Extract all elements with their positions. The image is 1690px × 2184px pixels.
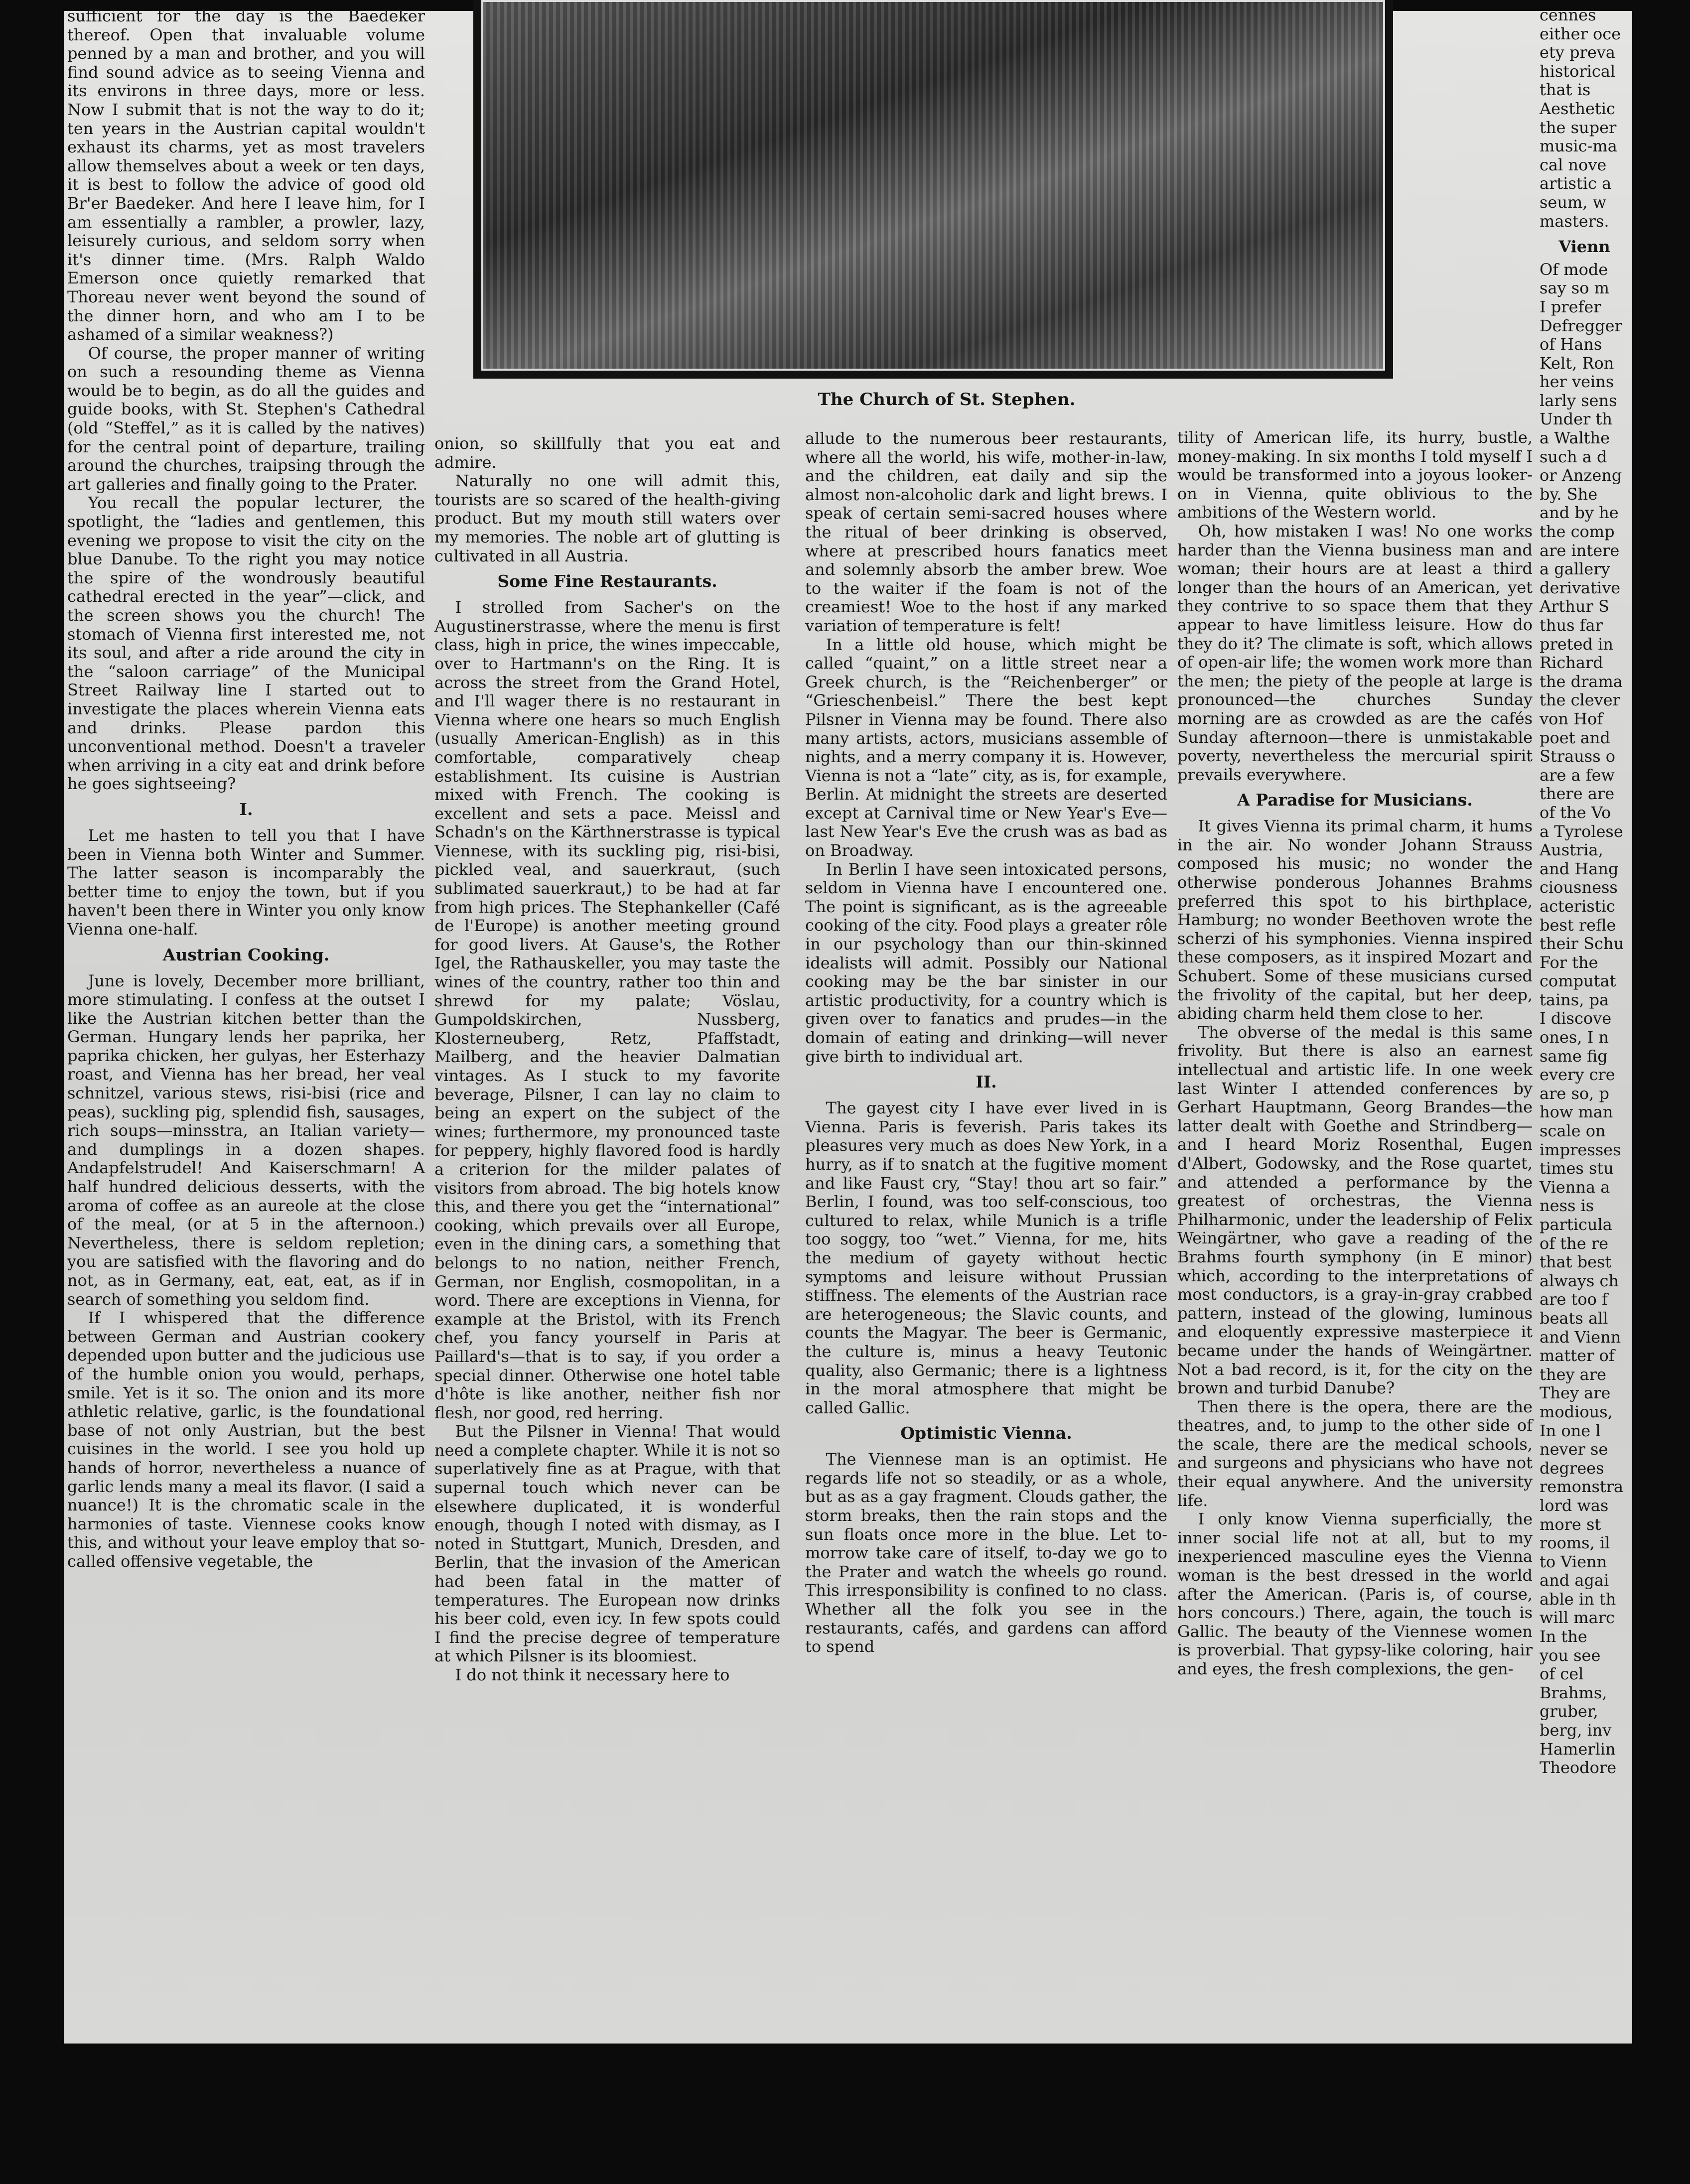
paragraph: sufficient for the day is the Baedeker thereof. Open that invaluable volume penned by a man and brother, and you will find sound advice as to seeing Vienna and its environs in three days, more or less. Now I submit that is not the way to do it; ten years in the Austrian capital wouldn't exhaust its charms, yet as most travelers allow themselves about a week or ten days, it is best to follow the advice of good old Br'er Baedeker. And here I leave him, for I am essentially a rambler, a prowler, lazy, leisurely curious, and seldom sorry when it's dinner time. (Mrs. Ralph Waldo Emerson once quietly remarked that Thoreau never went beyond the sound of the dinner horn, and who am I to be ashamed of a similar weakness?) (67, 6, 425, 344)
paragraph: The Viennese man is an optimist. He regards life not so steadily, or as a whole, but as as a gay fragment. Clouds gather, the storm breaks, then the rain stops and the sun floats once more in the blue. Let to-morrow take care of itself, to-day we go to the Prater and watch the wheels go round. This irresponsibility is confined to no class. Whether all the folk you see in the restaurants, cafés, and gardens can afford to spend (805, 1450, 1167, 1656)
text-line: every cre (1540, 1065, 1615, 1085)
text-line: matter of (1540, 1346, 1615, 1365)
text-line: their Schu (1540, 934, 1624, 954)
text-line: Theodore (1540, 1758, 1617, 1777)
paragraph: In a little old house, which might be called “quaint,” on a little street near a Greek church, is the “Reichenberger” or “Grieschenbeisl.” There the best kept Pilsner in Vienna may be found. There also many artists, actors, musicians assemble of nights, and a merry company it is. However, Vienna is not a “late” city, as is, for example, Berlin. At midnight the streets are deserted except at Carnival time or New Year's Eve—last New Year's Eve the crush was as bad as on Broadway. (805, 635, 1167, 860)
text-line: Brahms, (1540, 1683, 1607, 1702)
text-line: I prefer (1540, 297, 1601, 316)
text-line: the super (1540, 118, 1617, 137)
text-line: ety preva (1540, 43, 1615, 62)
text-line: you see (1540, 1645, 1601, 1665)
text-line: of Hans (1540, 335, 1602, 354)
text-line: times stu (1540, 1159, 1614, 1178)
paragraph: Oh, how mistaken I was! No one works harder than the Vienna business man and woman; their hours are at least a third longer than the hours of an American, yet they contrive to so space them that they appear to have limitless leisure. How do they do it? The climate is soft, which allows of open-air life; the women work more than the men; the piety of the people at large is pronounced—the churches Sunday morning are as crowded as are the cafés Sunday afternoon—there is unmistakable poverty, nevertheless the mercurial spirit prevails everywhere. (1177, 521, 1533, 784)
paragraph: The obverse of the medal is this same frivolity. But there is also an earnest intellectual and artistic life. In one week last Winter I attended conferences by Gerhart Hauptmann, Georg Brandes—the latter dealt with Goethe and Strindberg—and I heard Moriz Rosenthal, Eugen d'Albert, Godowsky, and the Rose quartet, and attended a performance by the greatest of orchestras, the Vienna Philharmonic, under the leadership of Felix Weingärtner, who gave a reading of the Brahms fourth symphony (in E minor) which, according to the interpretations of most conductors, is a gray-in-gray crabbed pattern, instead of the glowing, luminous and eloquently expressive masterpiece it became under the hands of Weingärtner. Not a bad record, is it, for the city on the brown and turbid Danube? (1177, 1022, 1533, 1398)
text-line: of cel (1540, 1664, 1584, 1684)
text-line: poet and (1540, 728, 1610, 747)
photo-caption: The Church of St. Stephen. (818, 390, 1076, 410)
paragraph: You recall the popular lecturer, the spotlight, the “ladies and gentlemen, this evening we propose to visit the city on the blue Danube. To the right you may notice the spire of the wondrously beautiful cathedral erected in the year”—click, and the screen shows you the church! The stomach of Vienna first interested me, not its soul, and after a ride around the city in the “saloon carriage” of the Municipal Street Railway line I started out to investigate the places wherein Vienna eats and drinks. Please pardon this unconventional method. Doesn't a traveler when arriving in a city eat and drink before he goes sightseeing? (67, 493, 425, 794)
section-heading: A Paradise for Musicians. (1237, 790, 1473, 810)
text-line: ones, I n (1540, 1028, 1609, 1047)
text-line: Austria, (1540, 840, 1603, 860)
text-line: and Vienn (1540, 1327, 1621, 1347)
text-line: derivative (1540, 578, 1621, 597)
text-line: degrees (1540, 1458, 1604, 1478)
text-line: either oce (1540, 24, 1621, 43)
text-line: are a few (1540, 765, 1615, 785)
text-line: Strauss o (1540, 747, 1616, 766)
text-line: Under th (1540, 410, 1612, 429)
paragraph: allude to the numerous beer restaurants, where all the world, his wife, mother-in-law, and the children, eat daily and sip the almost non-alcoholic dark and light brews. I speak of certain semi-sacred houses where the ritual of beer drinking is observed, where at prescribed hours fanatics meet and solemnly absorb the amber brew. Woe to the waiter if the foam is not of the creamiest! Woe to the host if any marked variation of temperature is felt! (805, 429, 1167, 635)
paragraph: But the Pilsner in Vienna! That would need a complete chapter. While it is not so superlatively fine as at Prague, with that supernal touch which never can be elsewhere duplicated, it is wonderful enough, though I noted with dismay, as I noted in Stuttgart, Munich, Dresden, and Berlin, that the invasion of the American had been fatal in the matter of temperatures. The European now drinks his beer cold, even icy. In few spots could I find the precise degree of temperature at which Pilsner is its bloomiest. (434, 1422, 780, 1666)
section-heading: II. (976, 1072, 997, 1092)
text-line: and Hang (1540, 859, 1619, 878)
text-line: artistic a (1540, 174, 1612, 193)
text-line: berg, inv (1540, 1721, 1612, 1740)
paragraph: It gives Vienna its primal charm, it hums in the air. No wonder Johann Strauss composed his music; no wonder the otherwise ponderous Johannes Brahms preferred this spot to his birthplace, Hamburg; no wonder Beethoven wrote the scherzi of his symphonies. Vienna inspired these composers, as it inspired Mozart and Schubert. Some of these musicians cursed the frivolity of the capital, but her deep, abiding charm held them close to her. (1177, 817, 1533, 1023)
paragraph: If I whispered that the difference between German and Austrian cookery depended upon butter and the judicious use of the humble onion you would, perhaps, smile. Yet is it so. The onion and its more athletic relative, garlic, is the foundational base of not only Austrian, but the best cuisines in the world. I see you hold up hands of horror, nevertheless a nuance of garlic lends many a meal its flavor. (I said a nuance!) It is the chromatic scale in the harmonies of taste. Viennese cooks know this, and without your leave employ that so-called offensive vegetable, the (67, 1308, 425, 1571)
text-line: same fig (1540, 1046, 1608, 1066)
text-line: and agai (1540, 1571, 1609, 1590)
text-line: there are (1540, 784, 1615, 804)
text-line: or Anzeng (1540, 466, 1622, 485)
text-line: rooms, il (1540, 1533, 1610, 1553)
text-line: music-ma (1540, 136, 1617, 156)
text-line: that best (1540, 1252, 1612, 1272)
paragraph: Of course, the proper manner of writing on such a resounding theme as Vienna would be to begin, as do all the guides and guide books, with St. Stephen's Cathedral (old “Steffel,” as it is called by the natives) for the central point of departure, trailing around the churches, traipsing through the art galleries and finally going to the Prater. (67, 343, 425, 494)
text-line: particula (1540, 1215, 1612, 1234)
text-line: thus far (1540, 616, 1603, 635)
text-line: of the re (1540, 1233, 1609, 1253)
text-line: how man (1540, 1102, 1613, 1122)
text-line: Hamerlin (1540, 1739, 1616, 1759)
column-5-clipped (1540, 5, 1629, 1777)
column-3 (805, 429, 1167, 1730)
text-line: such a d (1540, 447, 1607, 466)
text-line: They are (1540, 1383, 1611, 1403)
text-line: computat (1540, 971, 1616, 991)
text-line: modious, (1540, 1402, 1613, 1421)
text-line: ciousness (1540, 878, 1618, 897)
text-line: will marc (1540, 1608, 1615, 1628)
text-line: the comp (1540, 522, 1615, 542)
text-line: and by he (1540, 503, 1619, 523)
paragraph: tility of American life, its hurry, bustle, money-making. In six months I told myself I would be transformed into a joyous looker-on in Vienna, quite oblivious to the ambitions of the Western world. (1177, 428, 1533, 522)
text-line: that is (1540, 80, 1591, 100)
paragraph: June is lovely, December more brilliant, more stimulating. I confess at the outset I like the Austrian kitchen better than the German. Hungary lends her paprika, her paprika chicken, her gulyas, her Esterhazy roast, and Vienna has her bread, her veal schnitzel, various stews, risi-bisi (rice and peas), suckling pig, splendid fish, sausages, rich soups—minsstra, an Italian variety—and dumplings in a dozen shapes. Andapfelstrudel! And Kaiserschmarn! A half hundred delicious desserts, with the aroma of coffee as an aureole at the close of the meal, (or at 5 in the afternoon.) Nevertheless, there is seldom repletion; you are satisfied with the flavoring and do not, as in Germany, eat, eat, eat, as if in search of something you seldom find. (67, 971, 425, 1309)
paragraph: In Berlin I have seen intoxicated persons, seldom in Vienna have I encountered one. The point is significant, as is the agreeable cooking of the city. Food plays a greater rôle in our psychology than our thin-skinned idealists will admit. Possibly our National cooking may be the bar sinister in our artistic productivity, for a country which is given over to fanatics and prudes—in the domain of eating and drinking—will never give birth to individual art. (805, 859, 1167, 1066)
text-line: impresses (1540, 1140, 1621, 1159)
text-line: say so m (1540, 278, 1609, 298)
text-line: of the Vo (1540, 803, 1611, 822)
text-line: to Vienn (1540, 1552, 1607, 1571)
text-line: ness is (1540, 1196, 1594, 1216)
text-line: cennes (1540, 5, 1596, 24)
paragraph: Naturally no one will admit this, tourists are so scared of the health-giving product. But my mouth still waters over my memories. The noble art of glutting is cultivated in all Austria. (434, 471, 780, 565)
text-line: Vienna a (1540, 1177, 1610, 1197)
text-line: a Tyrolese (1540, 821, 1623, 841)
column-1 (67, 7, 425, 1736)
text-line: Arthur S (1540, 597, 1609, 616)
text-line: a gallery (1540, 559, 1610, 579)
text-line: are so, p (1540, 1084, 1609, 1103)
text-line: In the (1540, 1627, 1587, 1646)
paragraph: Then there is the opera, there are the theatres, and, to jump to the other side of the scale, there are the medical schools, and surgeons and physicians who have not their equal anywhere. And the university life. (1177, 1397, 1533, 1510)
text-line: tains, pa (1540, 990, 1609, 1009)
text-line: scale on (1540, 1121, 1606, 1141)
text-line: able in th (1540, 1589, 1616, 1609)
paragraph: onion, so skillfully that you eat and admire. (434, 434, 780, 472)
text-line: beats all (1540, 1308, 1608, 1328)
column-2 (434, 434, 780, 1730)
text-line: cal nove (1540, 155, 1607, 174)
text-line: Aesthetic (1540, 99, 1615, 118)
text-line: more st (1540, 1514, 1601, 1534)
text-line: Of mode (1540, 260, 1608, 279)
column-4 (1177, 428, 1533, 1734)
text-line: historical (1540, 61, 1616, 81)
text-line: larly sens (1540, 391, 1617, 410)
section-heading: Some Fine Restaurants. (497, 571, 717, 591)
text-line: In one l (1540, 1421, 1601, 1440)
paragraph: I only know Vienna superficially, the inner social life not at all, but to my inexperienced masculine eyes the Vienna woman is the best dressed in the world after the American. (Paris is, of course, hors concours.) There, again, the touch is Gallic. The beauty of the Viennese women is proverbial. That gypsy-like coloring, hair and eyes, the fresh complexions, the gen- (1177, 1509, 1533, 1678)
text-line: Defregger (1540, 316, 1622, 335)
text-line: preted in (1540, 634, 1614, 654)
section-heading: Vienn (1558, 237, 1610, 257)
text-line: acteristic (1540, 896, 1615, 916)
section-heading: I. (239, 799, 253, 819)
paragraph: The gayest city I have ever lived in is Vienna. Paris is feverish. Paris takes its pleasures very much as does New York, in a hurry, as if to snatch at the fugitive moment and like Faust cry, “Stay! thou art so fair.” Berlin, I found, was too self-conscious, too cultured to relax, while Munich is a trifle too soggy, too “wet.” Vienna, for me, hits the medium of gayety without hectic symptoms and leisure without Prussian stiffness. The elements of the Austrian race are heterogeneous; the Slavic counts, and counts the Magyar. The beer is Germanic, the culture is, minus a heavy Teutonic quality, also Germanic; there is a lightness in the moral atmosphere that might be called Gallic. (805, 1098, 1167, 1417)
section-heading: Austrian Cooking. (162, 945, 330, 964)
section-heading: Optimistic Vienna. (900, 1423, 1072, 1443)
text-line: remonstra (1540, 1477, 1624, 1497)
text-line: by. She (1540, 484, 1598, 504)
clipped-lines-top (1540, 6, 1629, 231)
text-line: I discove (1540, 1009, 1612, 1028)
text-line: always ch (1540, 1271, 1619, 1290)
paragraph: I strolled from Sacher's on the Augustinerstrasse, where the menu is first class, high in price, the wines impeccable, over to Hartmann's on the Ring. It is across the street from the Grand Hotel, and I'll wager there is no restaurant in Vienna where one hears so much English (usually American-English) as in this comfortable, comparatively cheap establishment. Its cuisine is Austrian mixed with French. The cooking is excellent and sets a pace. Meissl and Schadn's on the Kärthnerstrasse is typical Viennese, with its suckling pig, risi-bisi, pickled veal, and sauerkraut, (such sublimated sauerkraut,) to be had at far from high prices. The Stephankeller (Café de l'Europe) is another meeting ground for good livers. At Gause's, the Rother Igel, the Rathauskeller, you may taste the wines of the country, rather too thin and shrewd for my palate; Vöslau, Gumpoldskirchen, Nussberg, Klosterneuberg, Retz, Pfaffstadt, Mailberg, and the heavier Dalmatian vintages. As I stuck to my favorite beverage, Pilsner, I can lay no claim to being an expert on the subject of the wines; furthermore, my pronounced taste for peppery, highly flavored food is hardly a criterion for the milder palates of visitors from abroad. The big hotels know this, and there you get the “international” cooking, which prevails over all Europe, even in the dining cars, a something that belongs to no nation, neither French, German, nor English, cosmopolitan, in a word. There are exceptions in Vienna, for example at the Bristol, with its French chef, you fancy yourself in Paris at Paillard's—that is to say, if you order a special dinner. Otherwise one hotel table d'hôte is like another, neither fish nor flesh, nor good, red herring. (434, 598, 780, 1422)
text-line: lord was (1540, 1496, 1609, 1515)
cathedral-photo-frame (481, 0, 1385, 371)
text-line: they are (1540, 1365, 1606, 1384)
cathedral-photo (473, 0, 1393, 379)
paragraph: I do not think it necessary here to (455, 1665, 730, 1684)
text-line: the clever (1540, 690, 1620, 710)
text-line: are too f (1540, 1290, 1608, 1309)
clipped-lines-bottom (1540, 261, 1629, 1777)
text-line: For the (1540, 953, 1598, 972)
text-line: a Walthe (1540, 428, 1610, 448)
text-line: gruber, (1540, 1702, 1598, 1721)
text-line: her veins (1540, 372, 1614, 392)
text-line: seum, w (1540, 192, 1607, 212)
text-line: the drama (1540, 672, 1623, 691)
text-line: best refle (1540, 915, 1616, 935)
text-line: are intere (1540, 541, 1620, 560)
paragraph: Let me hasten to tell you that I have been in Vienna both Winter and Summer. The latter season is incomparably the better time to enjoy the town, but if you haven't been there in Winter you only know Vienna one-half. (67, 825, 425, 939)
text-line: masters. (1540, 211, 1609, 231)
text-line: von Hof (1540, 709, 1603, 728)
text-line: Kelt, Ron (1540, 353, 1614, 373)
text-line: Richard (1540, 653, 1603, 673)
text-line: never se (1540, 1440, 1608, 1459)
